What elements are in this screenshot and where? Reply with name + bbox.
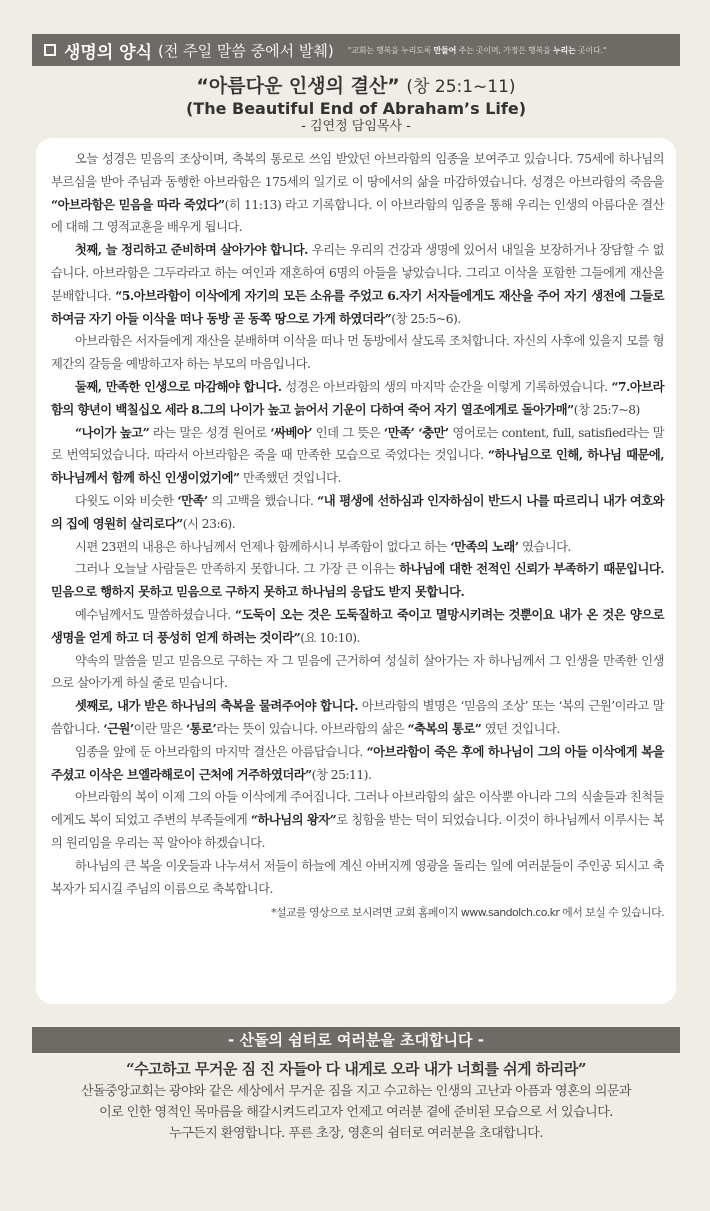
- body-text: (요 10:10).: [300, 630, 360, 645]
- sermon-paragraph: [51, 855, 664, 901]
- emphasis-text: “나이가 높고”: [75, 424, 150, 440]
- body-text: 아브라함은 서자들에게 재산을 분배하며 이삭을 떠나 먼 동방에서 살도록 조처합니다. 자신의 사후에 있을지 모를 형제간의 갈등을 예방하고자 하는 부모의 마음입니다.: [51, 334, 664, 372]
- sermon-heading: [32, 74, 680, 135]
- sermon-paragraph: [51, 695, 664, 741]
- section-title: 생명의 양식: [64, 42, 153, 63]
- sermon-paragraph: [51, 376, 664, 422]
- video-footnote: *설교를 영상으로 보시려면 교회 홈페이지 www.sandolch.co.kr 에서 보실 수 있습니다.: [271, 906, 664, 920]
- emphasis-text: 셋째로, 내가 받은 하나님의 축복을 물려주어야 합니다.: [75, 698, 359, 714]
- emphasis-text: 하나님에 대한 전적인 신뢰가 부족하기 때문입니다. 믿음으로 행하지 못하고 믿음으로 구하지 못하고 하나님의 응답도 받지 못합니다.: [51, 561, 664, 600]
- body-text: 라는 뜻이 있습니다. 아브라함의 삶은: [216, 721, 408, 736]
- body-text: 오늘 성경은 믿음의 조상이며, 축복의 통로로 쓰임 받았던 아브라함의 임종을 보여주고 있습니다. 75세에 하나님의 부르심을 받아 주님과 동행한 아브라함은 175세의 일기로 이 땅에서의 삶을 마감하였습니다. 성경은 아브라함의 죽음을: [51, 152, 664, 189]
- emphasis-text: “아브라함이 죽은 후에 하나님이 그의 아들 이삭에게 복을 주셨고 이삭은 브엘라해로이 근처에 거주하였더라”: [51, 743, 664, 782]
- emphasis-text: ‘싸베아’: [270, 424, 313, 440]
- body-text: 이란 말은: [133, 721, 187, 736]
- body-text: 라는 말은 성경 원어로: [149, 425, 271, 440]
- sermon-text: [51, 148, 664, 900]
- sermon-paragraph: [51, 490, 664, 536]
- section-subtitle: (전 주일 말씀 중에서 발췌): [158, 41, 334, 60]
- body-text: 하나님의 큰 복을 이웃들과 나누셔서 저들이 하늘에 계신 아버지께 영광을 돌리는 일에 여러분들이 주인공 되시고 축복자가 되시길 주님의 이름으로 축복합니다.: [51, 858, 664, 896]
- body-text: (히 11:13) 라고 기록합니다. 이 아브라함의 임종을 통해 우리는 인생의 아름다운 결산에 대해 그 영적교훈을 배우게 됩니다.: [51, 197, 664, 235]
- body-text: 약속의 말씀을 믿고 믿음으로 구하는 자 그 믿음에 근거하여 성실히 살아가는 자 하나님께서 그 인생을 만족한 인생으로 살아가게 하실 줄로 믿습니다.: [51, 653, 664, 691]
- emphasis-text: “아브라함은 믿음을 따라 죽었다”: [51, 196, 225, 212]
- section-header-bar: [32, 34, 680, 66]
- emphasis-text: “7.아브라함의 향년이 백칠십오 세라 8.그의 나이가 높고 늙어서 기운이 다하여 죽어 자기 열조에게로 돌아가매”: [51, 378, 665, 417]
- sermon-paragraph: [51, 558, 664, 604]
- body-text: (창 25:5~6).: [391, 311, 461, 326]
- body-text: 아브라함의 복이 이제 그의 아들 이삭에게 주어집니다. 그러나 아브라함의 삶은 이삭뿐 아니라 그의 식솔들과 친척들에게도 복이 되었고 주변의 부족들에게: [51, 790, 664, 828]
- sermon-body-card: [36, 138, 676, 1004]
- emphasis-text: ‘만족’ ‘충만’: [383, 424, 449, 440]
- body-text: 예수님께서도 말씀하셨습니다.: [75, 607, 235, 622]
- square-bullet-icon: [44, 44, 56, 56]
- sermon-paragraph: [51, 536, 664, 559]
- sermon-title: “아름다운 인생의 결산” (창 25:1~11): [196, 75, 516, 97]
- invitation-bar: - 산돌의 쉼터로 여러분을 초대합니다 -: [32, 1027, 680, 1053]
- emphasis-text: “도둑이 오는 것은 도둑질하고 죽이고 멸망시키려는 것뿐이요 내가 온 것은 양으로 생명을 얻게 하고 더 풍성히 얻게 하려는 것이라”: [51, 606, 664, 645]
- body-text: 시편 23편의 내용은 하나님께서 언제나 함께하시니 부족함이 없다고 하는: [75, 539, 451, 554]
- body-text: 인데 그 뜻은: [312, 425, 384, 440]
- sermon-paragraph: [51, 330, 664, 376]
- body-text: 아브라함의 별명은 ‘믿음의 조상’ 또는 ‘복의 근원’이라고 말씀합니다.: [51, 699, 664, 736]
- body-text: 로 칭함을 받는 덕이 되었습니다. 이것이 하나님께서 이루시는 복의 원리임을 우리는 꼭 알아야 하겠습니다.: [51, 813, 665, 850]
- invitation-quote: “수고하고 무거운 짐 진 자들아 다 내게로 오라 내가 너희를 쉬게 하리라”: [126, 1060, 586, 1078]
- body-text: 성경은 아브라함의 생의 마지막 순간을 이렇게 기록하였습니다.: [281, 379, 612, 394]
- body-text: 우리는 우리의 건강과 생명에 있어서 내일을 보장하거나 장담할 수 없습니다. 아브라함은 그두라라고 하는 여인과 재혼하여 6명의 아들을 낳았습니다. 그리고 이삭을 포함한 그들에게 재산을 분배합니다.: [51, 243, 664, 303]
- invitation-line: 산돌중앙교회는 광야와 같은 세상에서 무거운 짐을 지고 수고하는 인생의 고난과 아픔과 영혼의 의문과: [80, 1084, 632, 1099]
- emphasis-text: ‘만족’: [177, 492, 208, 508]
- body-text: 그러나 오늘날 사람들은 만족하지 못합니다. 그 가장 큰 이유는: [75, 562, 400, 577]
- invitation-line: 누구든지 환영합니다. 푸른 초장, 영혼의 쉼터로 여러분을 초대합니다.: [169, 1126, 543, 1141]
- emphasis-text: “내 평생에 선하심과 인자하심이 반드시 나를 따르리니 내가 여호와의 집에 영원히 살리로다”: [51, 492, 664, 531]
- emphasis-text: ‘근원’: [103, 720, 134, 736]
- invitation-section: [32, 1058, 680, 1144]
- body-text: 만족했던 것입니다.: [239, 471, 341, 486]
- emphasis-text: 둘째, 만족한 인생으로 마감해야 합니다.: [75, 378, 282, 394]
- emphasis-text: “하나님의 왕자”: [250, 812, 337, 828]
- invitation-line: 이로 인한 영적인 목마름을 해갈시켜드리고자 언제고 여러분 곁에 준비된 모습으로 서 있습니다.: [99, 1105, 613, 1120]
- emphasis-text: ‘통로’: [186, 720, 217, 736]
- body-text: (시 23:6).: [182, 516, 236, 531]
- body-text: 다윗도 이와 비슷한: [75, 493, 178, 508]
- body-text: 의 고백을 했습니다.: [207, 493, 318, 508]
- body-text: 였습니다.: [518, 539, 571, 554]
- section-tagline: "교회는 행복을 누리도록 만들어 주는 곳이며, 가정은 행복을 누리는 곳이다.": [347, 45, 607, 55]
- emphasis-text: “하나님으로 인해, 하나님 때문에, 하나님께서 함께 하신 인생이었기에”: [51, 447, 665, 486]
- sermon-paragraph: [51, 422, 664, 490]
- emphasis-text: 첫째, 늘 정리하고 준비하며 살아가야 합니다.: [75, 242, 308, 258]
- body-text: (창 25:11).: [311, 767, 372, 782]
- sermon-title-english: (The Beautiful End of Abraham’s Life): [185, 99, 527, 118]
- sermon-paragraph: [51, 650, 664, 696]
- sermon-paragraph: [51, 786, 664, 854]
- sermon-paragraph: [51, 148, 664, 239]
- emphasis-text: ‘만족의 노래’: [450, 538, 519, 554]
- sermon-paragraph: [51, 239, 664, 330]
- body-text: 영어로는 content, full, satisfied라는 말로 번역되었습니다. 따라서 아브라함은 죽을 때 만족한 모습으로 죽었다는 것입니다.: [51, 425, 664, 463]
- emphasis-text: “5.아브라함이 이삭에게 자기의 모든 소유를 주었고 6.자기 서자들에게도 재산을 주어 자기 생전에 그들로 하여금 자기 아들 이삭을 떠나 동방 곧 동쪽 땅으로 가게 하였더라”: [51, 287, 664, 326]
- sermon-paragraph: [51, 741, 664, 787]
- scripture-reference: (창 25:1~11): [406, 77, 516, 97]
- preacher-name: - 김연정 담임목사 -: [301, 119, 411, 134]
- body-text: 였던 것입니다.: [481, 721, 560, 736]
- emphasis-text: “축복의 통로”: [407, 720, 482, 736]
- body-text: (창 25:7~8): [573, 402, 640, 417]
- body-text: 임종을 앞에 둔 아브라함의 마지막 결산은 아름답습니다.: [75, 744, 367, 759]
- sermon-paragraph: [51, 604, 664, 650]
